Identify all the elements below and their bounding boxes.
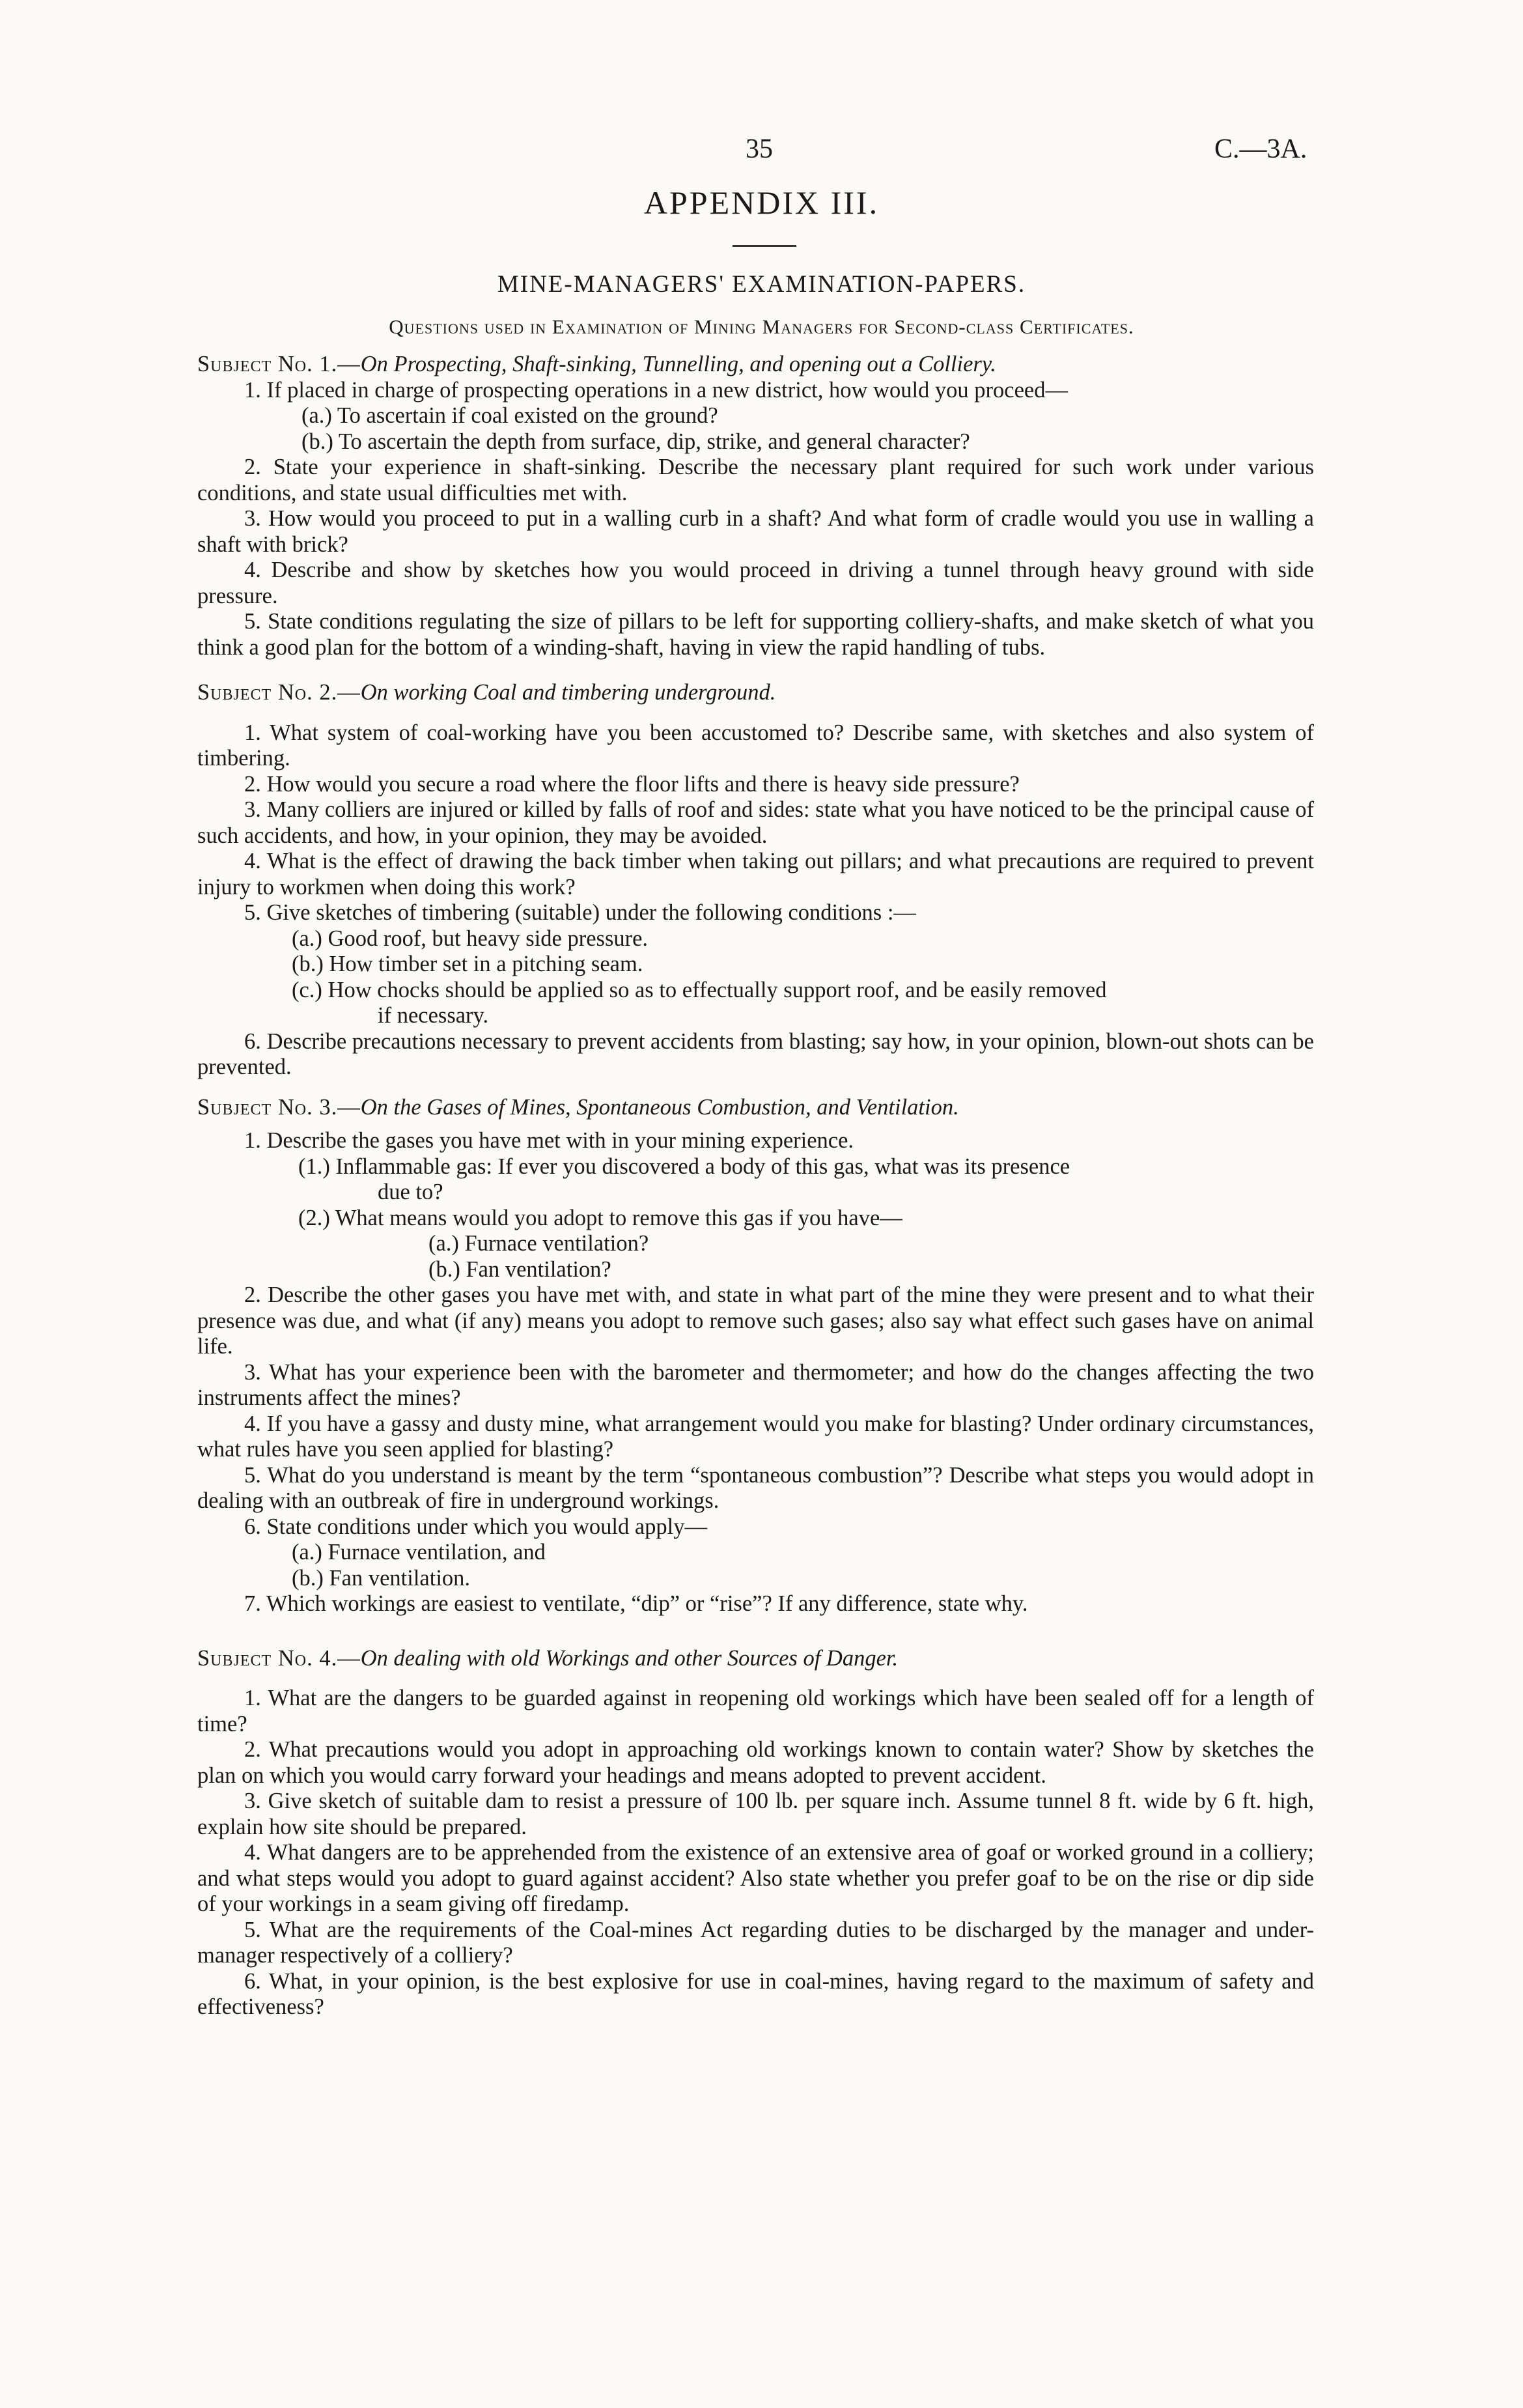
subject-label: Subject No. 2.— <box>197 680 361 705</box>
question: 5. What do you understand is meant by the term “spontaneous combustion”? Describe what steps you would adopt in dealing with an outbreak of fire in underground workings. <box>197 1462 1314 1513</box>
question: 3. Give sketch of suitable dam to resist a pressure of 100 lb. per square inch. Assume tunnel 8 ft. wide by 6 ft. high, explain how site should be prepared. <box>197 1789 1314 1839</box>
question: 6. What, in your opinion, is the best explosive for use in coal-mines, having regard to the maximum of safety and effectiveness? <box>197 1968 1314 2019</box>
sub-question: (a.) Good roof, but heavy side pressure. <box>292 926 649 951</box>
page-number: 35 <box>746 134 773 164</box>
question: 2. Describe the other gases you have met with, and state in what part of the mine they were present and to what their presence was due, and what (if any) means you adopt to remove such gases; also say what effect such gases have on animal life. <box>197 1282 1314 1359</box>
question: 2. How would you secure a road where the floor lifts and there is heavy side pressure? <box>244 771 1020 797</box>
subject-heading <box>197 680 1314 706</box>
question: 2. What precautions would you adopt in approaching old workings known to contain water? Show by sketches the plan on which you would carry forward your headings and means adopted to prevent accident. <box>197 1737 1314 1788</box>
question: 2. State your experience in shaft-sinking. Describe the necessary plant required for such work under various conditions, and state usual difficulties met with. <box>197 455 1314 505</box>
sub-sub-question: (b.) Fan ventilation? <box>428 1256 611 1282</box>
sub-question: (a.) To ascertain if coal existed on the ground? <box>301 403 718 428</box>
sub-question: (a.) Furnace ventilation, and <box>292 1540 546 1565</box>
appendix-title: APPENDIX III. <box>643 184 880 221</box>
sub-question: (b.) Fan ventilation. <box>292 1565 471 1591</box>
question: 1. What are the dangers to be guarded against in reopening old workings which have been sealed off for a length of time? <box>197 1686 1314 1736</box>
question: 4. Describe and show by sketches how you would proceed in driving a tunnel through heavy ground with side pressure. <box>197 558 1314 608</box>
subject-topic: On Prospecting, Shaft-sinking, Tunnelling, and opening out a Colliery. <box>360 352 996 376</box>
section-title: MINE-MANAGERS' EXAMINATION-PAPERS. <box>497 271 1026 298</box>
document-body <box>197 352 1314 2020</box>
sub-question: (2.) What means would you adopt to remove this gas if you have— <box>298 1205 902 1230</box>
sub-question: (b.) To ascertain the depth from surface, dip, strike, and general character? <box>301 429 970 454</box>
subject-label: Subject No. 1.— <box>197 352 361 376</box>
question: 3. What has your experience been with the barometer and thermometer; and how do the changes affecting the two instruments affect the mines? <box>197 1359 1314 1410</box>
question: 6. Describe precautions necessary to prevent accidents from blasting; say how, in your opinion, blown-out shots can be prevented. <box>197 1028 1314 1079</box>
question: 5. State conditions regulating the size of pillars to be left for supporting colliery-shafts, and make sketch of what you think a good plan for the bottom of a winding-shaft, having in view the rapid handling of tubs. <box>197 609 1314 660</box>
question: 1. What system of coal-working have you been accustomed to? Describe same, with sketches and also system of timbering. <box>197 720 1314 771</box>
question: 1. If placed in charge of prospecting operations in a new district, how would you proceed— <box>244 377 1068 403</box>
question: 6. State conditions under which you would apply— <box>244 1514 707 1539</box>
question: 5. Give sketches of timbering (suitable) under the following conditions :— <box>244 900 916 925</box>
sub-question: (c.) How chocks should be applied so as to effectually support roof, and be easily removed <box>292 977 1107 1002</box>
subject-label: Subject No. 4.— <box>197 1645 361 1671</box>
question: 1. Describe the gases you have met with in your mining experience. <box>244 1128 854 1153</box>
sub-question-continuation: due to? <box>378 1180 443 1204</box>
question: 4. If you have a gassy and dusty mine, what arrangement would you make for blasting? Under ordinary circumstances, what rules have you seen applied for blasting? <box>197 1411 1314 1462</box>
sub-question: (b.) How timber set in a pitching seam. <box>292 952 643 976</box>
subject-topic: On the Gases of Mines, Spontaneous Combustion, and Ventilation. <box>360 1094 959 1120</box>
sub-sub-question: (a.) Furnace ventilation? <box>428 1231 649 1256</box>
question: 4. What dangers are to be apprehended from the existence of an extensive area of goaf or worked ground in a colliery; and what steps would you adopt to guard against accident? Also state whether you prefer goaf to be on the rise or dip side of your workings in a seam giving off firedamp. <box>197 1840 1314 1916</box>
subject-topic: On working Coal and timbering underground. <box>360 680 776 705</box>
subject-topic: On dealing with old Workings and other Sources of Danger. <box>360 1645 899 1671</box>
question: 7. Which workings are easiest to ventilate, “dip” or “rise”? If any difference, state why. <box>244 1591 1028 1616</box>
title-divider <box>733 245 796 247</box>
subject-heading <box>197 1646 1314 1672</box>
subject-label: Subject No. 3.— <box>197 1094 361 1120</box>
document-reference: C.—3A. <box>1214 134 1307 164</box>
sub-question-continuation: if necessary. <box>378 1003 489 1028</box>
question: 3. Many colliers are injured or killed by falls of roof and sides: state what you have noticed to be the principal cause of such accidents, and how, in your opinion, they may be avoided. <box>197 797 1314 848</box>
examination-subtitle: Questions used in Examination of Mining Managers for Second-class Certificates. <box>389 315 1134 338</box>
subject-heading <box>197 352 1314 378</box>
subject-heading <box>197 1095 1314 1121</box>
question: 4. What is the effect of drawing the back timber when taking out pillars; and what precautions are required to prevent injury to workmen when doing this work? <box>197 849 1314 899</box>
question: 3. How would you proceed to put in a walling curb in a shaft? And what form of cradle would you use in walling a shaft with brick? <box>197 506 1314 557</box>
sub-question: (1.) Inflammable gas: If ever you discovered a body of this gas, what was its presence <box>298 1154 1070 1179</box>
question: 5. What are the requirements of the Coal-mines Act regarding duties to be discharged by the manager and under-manager respectively of a colliery? <box>197 1917 1314 1968</box>
